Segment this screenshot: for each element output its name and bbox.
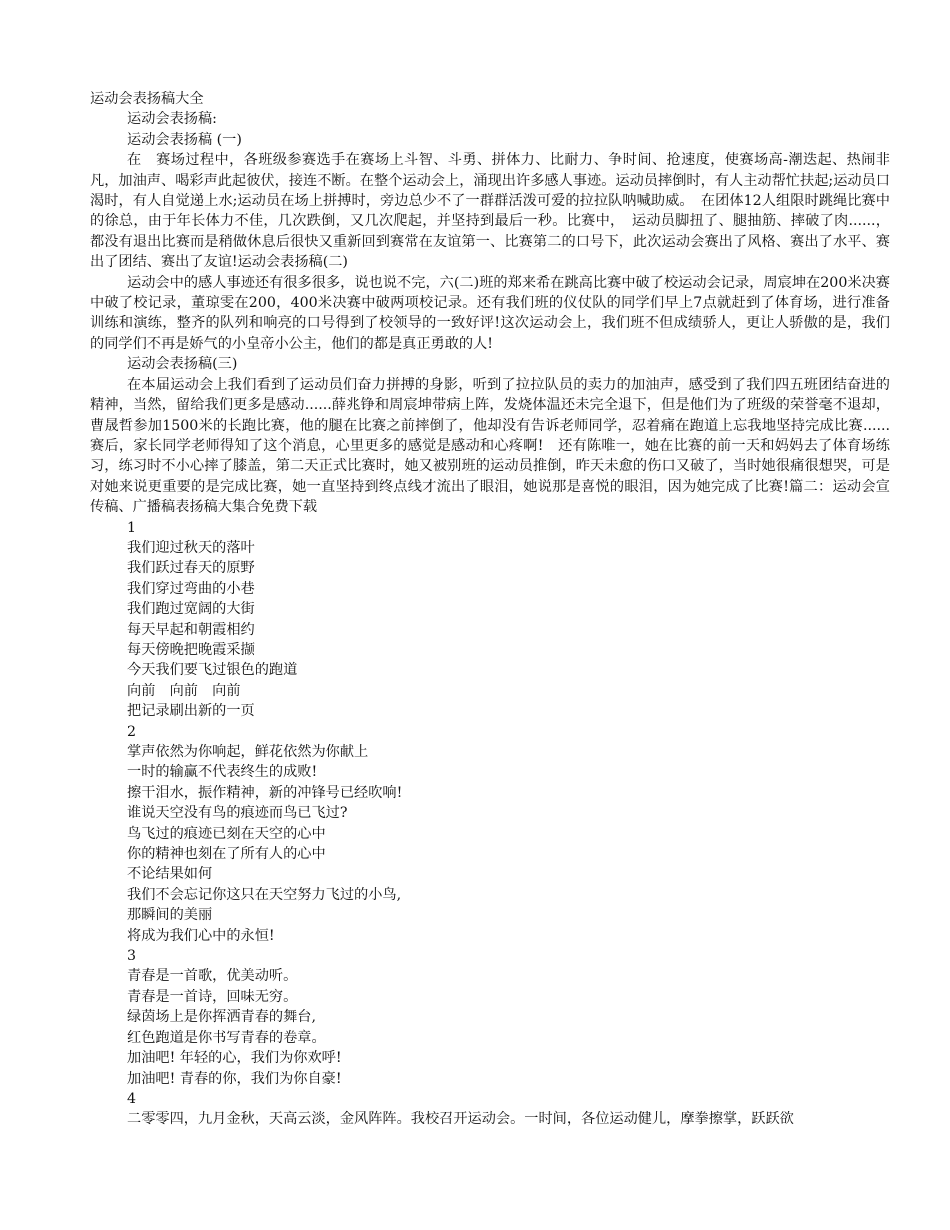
poem-line: 我们跑过宽阔的大街	[127, 601, 255, 618]
poem-line: 擦干泪水，振作精神，新的冲锋号已经吹响!	[127, 784, 403, 801]
poem-line: 我们穿过弯曲的小巷	[127, 580, 255, 597]
document-page	[90, 89, 890, 1130]
poem-line: 每天傍晚把晚霞采撷	[127, 641, 255, 658]
section3-paragraph: 在本届运动会上我们看到了运动员们奋力拼搏的身影，听到了拉拉队员的卖力的加油声，感受到了我们四五班团结奋进的精神，当然，留给我们更多是感动......薛兆铮和周宸坤带病上阵，发烧体温还未完全退下，但是他们为了班级的荣誉毫不退却，曹晟哲参加1500米的长跑比赛，他的腿在比赛之前摔倒了，他却没有告诉老师同学，忍着痛在跑道上忘我地坚持完成比赛......赛后，家长同学老师得知了这个消息，心里更多的感觉是感动和心疼啊! 还有陈唯一，她在比赛的前一天和妈妈去了体育场练习，练习时不小心摔了膝盖，第二天正式比赛时，她又被别班的运动员推倒，昨天未愈的伤口又破了，当时她很痛很想哭，可是对她来说更重要的是完成比赛，她一直坚持到终点线才流出了眼泪，她说那是喜悦的眼泪，因为她完成了比赛!篇二：运动会宣传稿、广播稿表扬稿大集合免费下载	[90, 376, 890, 516]
poem-line: 将成为我们心中的永恒!	[127, 927, 275, 944]
poem-line: 我们不会忘记你这只在天空努力飞过的小鸟,	[127, 886, 402, 903]
poem-line: 加油吧! 年轻的心，我们为你欢呼!	[127, 1050, 342, 1067]
poem-line: 那瞬间的美丽	[127, 907, 213, 924]
poem-1	[90, 518, 890, 722]
poem-2	[90, 722, 890, 946]
poem-line: 一时的输赢不代表终生的成败!	[127, 764, 318, 781]
poem-line: 红色跑道是你书写青春的卷章。	[127, 1029, 326, 1046]
poem-line: 把记录刷出新的一页	[127, 703, 255, 720]
poem-line: 不论结果如何	[127, 866, 213, 883]
poem-number: 3	[127, 948, 137, 965]
document-subtitle: 运动会表扬稿:	[127, 111, 217, 128]
poem-3	[90, 946, 890, 1089]
poem-line: 鸟飞过的痕迹已刻在天空的心中	[127, 825, 326, 842]
poem-line: 向前 向前 向前	[127, 682, 241, 699]
section1-heading: 运动会表扬稿 (一)	[127, 131, 242, 148]
section3-heading: 运动会表扬稿(三)	[127, 356, 238, 373]
poem-number: 1	[127, 519, 137, 536]
poem-4	[90, 1089, 890, 1130]
document-title: 运动会表扬稿大全	[90, 91, 204, 107]
poem-line: 加油吧! 青春的你，我们为你自豪!	[127, 1070, 342, 1087]
poem-line: 掌声依然为你响起，鲜花依然为你献上	[127, 744, 369, 760]
poem-line: 青春是一首诗，回味无穷。	[127, 988, 298, 1005]
poem-number: 4	[127, 1090, 137, 1107]
poem-line: 二零零四，九月金秋，天高云淡，金风阵阵。我校召开运动会。一时间，各位运动健儿，摩拳擦掌，跃跃欲	[127, 1111, 794, 1128]
poem-line: 今天我们要飞过银色的跑道	[127, 662, 298, 679]
poem-number: 2	[127, 723, 137, 740]
poem-line: 你的精神也刻在了所有人的心中	[127, 846, 326, 863]
poem-line: 绿茵场上是你挥洒青春的舞台,	[127, 1009, 316, 1026]
poem-line: 谁说天空没有鸟的痕迹而鸟已飞过?	[127, 805, 348, 822]
poem-line: 每天早起和朝霞相约	[127, 621, 255, 638]
poem-line: 我们迎过秋天的落叶	[127, 539, 255, 556]
section1-paragraph: 在 赛场过程中，各班级参赛选手在赛场上斗智、斗勇、拼体力、比耐力、争时间、抢速度，使赛场高-潮迭起、热闹非凡，加油声、喝彩声此起彼伏，接连不断。在整个运动会上，涌现出许多感人事迹。运动员摔倒时，有人主动帮忙扶起;运动员口渴时，有人自觉递上水;运动员在场上拼搏时，旁边总少不了一群群活泼可爱的拉拉队呐喊助威。 在团体12人组限时跳绳比赛中的徐总，由于年长体力不佳，几次跌倒，又几次爬起，并坚持到最后一秒。比赛中， 运动员脚扭了、腿抽筋、摔破了肉......，都没有退出比赛而是稍做休息后很快又重新回到赛常在友谊第一、比赛第二的口号下，此次运动会赛出了风格、赛出了水平、赛出了团结、赛出了友谊!运动会表扬稿(二)	[90, 152, 890, 271]
poem-line: 我们跃过春天的原野	[127, 560, 255, 577]
poem-line: 青春是一首歌，优美动听。	[127, 968, 298, 985]
section2-paragraph: 运动会中的感人事迹还有很多很多，说也说不完，六(二)班的郑来希在跳高比赛中破了校运动会记录，周宸坤在200米决赛中破了校记录，董琼雯在200，400米决赛中破两项校记录。还有我们班的仪仗队的同学们早上7点就赶到了体育场，进行准备训练和演练，整齐的队列和响亮的口号得到了校领导的一致好评!这次运动会上，我们班不但成绩骄人，更让人骄傲的是，我们的同学们不再是娇气的小皇帝小公主，他们的都是真正勇敢的人!	[90, 274, 890, 352]
